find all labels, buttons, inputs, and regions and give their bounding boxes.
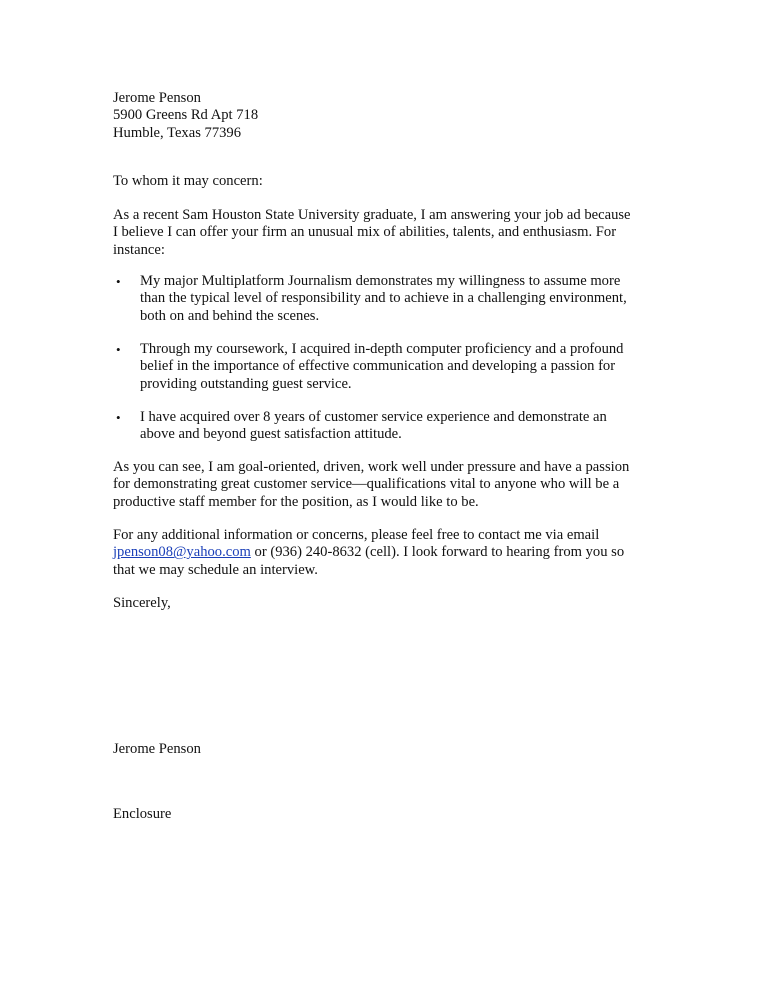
sender-address-block: [113, 90, 653, 142]
sign-off: [113, 595, 653, 612]
bullet-icon: •: [116, 274, 121, 289]
contact-line: For any additional information or concerns, please feel free to contact me via email: [113, 527, 600, 543]
intro-line: As a recent Sam Houston State University graduate, I am answering your job ad because: [113, 207, 631, 223]
list-item-line: both on and behind the scenes.: [140, 307, 320, 324]
phone-text: or (936) 240-8632 (cell). I look forward to hearing from you so: [250, 544, 625, 561]
bullet-icon: •: [116, 342, 121, 357]
enclosure-note: [113, 806, 653, 823]
sender-name: Jerome Penson: [113, 90, 201, 106]
contact-paragraph: [113, 527, 653, 579]
closing-paragraph: [113, 459, 653, 511]
intro-line: instance:: [113, 241, 165, 258]
list-item-line: above and beyond guest satisfaction attitude.: [140, 426, 402, 443]
bullet-icon: •: [116, 410, 121, 425]
closing-line: for demonstrating great customer service—qualifications vital to anyone who will be a: [113, 476, 620, 493]
intro-paragraph: [113, 207, 653, 259]
contact-line: [113, 544, 653, 561]
list-item-line: than the typical level of responsibility and to achieve in a challenging environment,: [140, 290, 627, 307]
sign-off-text: Sincerely,: [113, 595, 171, 611]
sender-address-line2: Humble, Texas 77396: [113, 124, 242, 141]
list-item-line: Through my coursework, I acquired in-depth computer proficiency and a profound: [140, 341, 624, 357]
list-item-line: providing outstanding guest service.: [140, 375, 352, 392]
sender-address-line1: 5900 Greens Rd Apt 718: [113, 107, 259, 124]
list-item-line: belief in the importance of effective communication and developing a passion for: [140, 358, 616, 375]
signature-name: [113, 741, 653, 758]
signature-name-text: Jerome Penson: [113, 741, 201, 757]
enclosure-text: Enclosure: [113, 806, 172, 822]
list-item-line: My major Multiplatform Journalism demonstrates my willingness to assume more: [140, 273, 621, 289]
closing-line: productive staff member for the position, as I would like to be.: [113, 493, 479, 510]
salutation-text: To whom it may concern:: [113, 173, 263, 189]
salutation: [113, 173, 653, 190]
contact-line: that we may schedule an interview.: [113, 561, 318, 578]
email-link[interactable]: jpenson08@yahoo.com: [113, 544, 251, 561]
closing-line: As you can see, I am goal-oriented, driven, work well under pressure and have a passion: [113, 459, 630, 475]
intro-line: I believe I can offer your firm an unusual mix of abilities, talents, and enthusiasm. For: [113, 224, 617, 241]
list-item-line: I have acquired over 8 years of customer service experience and demonstrate an: [140, 409, 607, 425]
